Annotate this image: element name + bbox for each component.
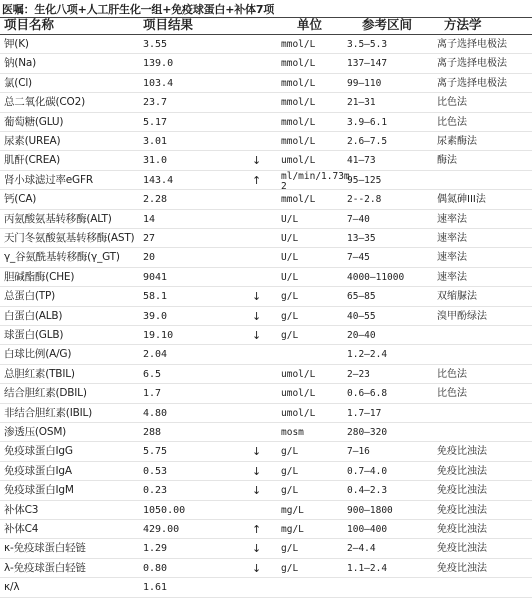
test-unit: g/L [281, 465, 299, 477]
test-unit: ml/min/1.73m 2 [281, 170, 350, 192]
test-unit: umol/L [281, 155, 316, 167]
test-name: κ/λ [4, 581, 20, 594]
reference-range: 41—73 [347, 155, 376, 167]
test-result: 19.10 [143, 330, 174, 341]
table-row [0, 132, 532, 151]
reference-range: 7—45 [347, 252, 370, 264]
test-result: 1.61 [143, 582, 168, 594]
abnormal-flag: ↑ [252, 173, 262, 187]
table-row [0, 268, 532, 287]
test-result: 139.0 [143, 58, 174, 70]
reference-range: 65—85 [347, 291, 376, 303]
test-name: 氯(Cl) [4, 76, 32, 89]
reference-range: 2—23 [347, 368, 370, 380]
test-result: 1.7 [143, 388, 162, 400]
abnormal-flag: ↓ [252, 542, 262, 556]
test-unit: mmol/L [281, 58, 316, 70]
test-name: 球蛋白(GLB) [4, 329, 64, 341]
table-row [0, 462, 532, 481]
test-name: 渗透压(OSM) [4, 426, 67, 438]
abnormal-flag: ↓ [252, 484, 262, 498]
abnormal-flag: ↓ [252, 154, 262, 168]
test-result: 0.23 [143, 485, 168, 497]
test-name: 钠(Na) [4, 57, 36, 70]
table-row [0, 151, 532, 170]
abnormal-flag: ↓ [252, 309, 262, 323]
column-header-range: 参考区间 [362, 17, 413, 32]
test-name: 免疫球蛋白IgM [4, 484, 74, 497]
table-row [0, 93, 532, 112]
reference-range: 2.6—7.5 [347, 136, 388, 147]
test-method: 比色法 [437, 116, 467, 128]
test-unit: mmol/L [281, 136, 316, 147]
reference-range: 3.5—5.3 [347, 39, 388, 50]
column-header-result: 项目结果 [143, 17, 194, 32]
test-unit: mmol/L [281, 116, 316, 128]
reference-range: 280—320 [347, 427, 388, 438]
test-unit: g/L [281, 310, 299, 322]
table-row [0, 578, 532, 597]
table-row [0, 559, 532, 578]
test-name: 补体C4 [4, 523, 39, 535]
reference-range: 1.2—2.4 [347, 349, 388, 361]
test-unit: g/L [281, 330, 299, 341]
test-name: 免疫球蛋白IgA [4, 464, 72, 477]
test-method: 尿素酶法 [437, 136, 477, 147]
test-result: 0.80 [143, 562, 168, 574]
test-name: 总蛋白(TP) [4, 290, 56, 303]
abnormal-flag: ↑ [252, 523, 262, 536]
test-unit: g/L [281, 446, 299, 458]
table-row [0, 384, 532, 403]
reference-range: 13—35 [347, 233, 376, 244]
test-result: 2.28 [143, 194, 168, 206]
row-divider [0, 597, 532, 598]
table-row [0, 74, 532, 93]
test-name: 钙(CA) [4, 193, 37, 206]
reference-range: 4000—11000 [347, 271, 405, 283]
table-row [0, 35, 532, 54]
test-name: 丙氨酸氨基转移酶(ALT) [4, 212, 112, 225]
test-method: 溴甲酚绿法 [437, 310, 487, 322]
table-row [0, 481, 532, 500]
test-name: 白蛋白(ALB) [4, 309, 63, 322]
test-name: λ-免疫球蛋白轻链 [4, 561, 86, 574]
test-name: 补体C3 [4, 503, 39, 516]
reference-range: 7—16 [347, 446, 370, 458]
test-unit: umol/L [281, 407, 316, 419]
test-name: 结合胆红素(DBIL) [4, 387, 87, 400]
test-unit: mmol/L [281, 39, 316, 50]
report-title: 医嘱：生化八项+人工肝生化一组+免疫球蛋白+补体7项 [2, 3, 275, 16]
test-result: 1050.00 [143, 504, 186, 516]
reference-range: 21—31 [347, 97, 376, 109]
test-method: 免疫比浊法 [437, 504, 487, 516]
test-method: 比色法 [437, 97, 467, 109]
reference-range: 1.7—17 [347, 407, 382, 419]
test-name: 胆碱酯酶(CHE) [4, 270, 75, 283]
table-row [0, 229, 532, 248]
test-method: 免疫比浊法 [437, 543, 487, 555]
reference-range: 900—1800 [347, 504, 393, 516]
test-unit: mg/L [281, 524, 304, 535]
test-unit: U/L [281, 233, 299, 244]
test-result: 14 [143, 213, 156, 225]
test-method: 速率法 [437, 233, 467, 244]
test-unit: U/L [281, 252, 299, 264]
test-name: 葡萄糖(GLU) [4, 115, 64, 128]
test-result: 20 [143, 252, 156, 264]
test-method: 离子选择电极法 [437, 39, 507, 50]
test-method: 离子选择电极法 [437, 77, 507, 89]
test-unit: mmol/L [281, 194, 316, 206]
test-method: 速率法 [437, 252, 467, 264]
test-result: 288 [143, 427, 162, 438]
table-row [0, 539, 532, 558]
reference-range: 99—110 [347, 77, 382, 89]
test-method: 偶氮砷III法 [437, 194, 486, 206]
test-result: 2.04 [143, 349, 168, 361]
test-result: 39.0 [143, 310, 168, 322]
test-method: 双缩脲法 [437, 291, 477, 303]
test-method: 比色法 [437, 368, 467, 380]
test-name: 肌酐(CREA) [4, 154, 61, 167]
test-name: 白球比例(A/G) [4, 348, 72, 361]
table-row [0, 326, 532, 345]
table-row [0, 365, 532, 384]
test-result: 3.55 [143, 39, 168, 50]
test-unit: g/L [281, 562, 299, 574]
table-row [0, 248, 532, 267]
test-result: 1.29 [143, 543, 168, 555]
reference-range: 100—400 [347, 524, 388, 535]
reference-range: 7—40 [347, 213, 370, 225]
test-unit: g/L [281, 543, 299, 555]
reference-range: 95—125 [347, 174, 382, 186]
test-result: 58.1 [143, 291, 168, 303]
test-method: 免疫比浊法 [437, 485, 487, 497]
test-unit: mg/L [281, 504, 304, 516]
abnormal-flag: ↓ [252, 464, 262, 478]
test-name: 天门冬氨酸氨基转移酶(AST) [4, 232, 135, 244]
table-row [0, 501, 532, 520]
test-method: 免疫比浊法 [437, 446, 487, 458]
table-row [0, 520, 532, 539]
test-result: 429.00 [143, 524, 180, 535]
test-method: 免疫比浊法 [437, 562, 487, 574]
test-result: 27 [143, 233, 156, 244]
test-name: κ-免疫球蛋白轻链 [4, 542, 86, 555]
reference-range: 2—4.4 [347, 543, 376, 555]
test-name: 非结合胆红素(IBIL) [4, 406, 93, 419]
reference-range: 137—147 [347, 58, 388, 70]
test-result: 5.17 [143, 116, 168, 128]
column-header-unit: 单位 [297, 17, 323, 32]
test-unit: mmol/L [281, 77, 316, 89]
test-unit: U/L [281, 271, 299, 283]
table-row [0, 287, 532, 306]
test-result: 4.80 [143, 407, 168, 419]
table-row [0, 171, 532, 190]
test-result: 31.0 [143, 155, 168, 167]
test-result: 5.75 [143, 446, 168, 458]
reference-range: 0.4—2.3 [347, 485, 388, 497]
column-header-method: 方法学 [444, 17, 482, 32]
reference-range: 3.9—6.1 [347, 116, 388, 128]
test-unit: umol/L [281, 388, 316, 400]
test-result: 103.4 [143, 77, 174, 89]
test-method: 速率法 [437, 213, 467, 225]
test-method: 速率法 [437, 271, 467, 283]
table-row [0, 210, 532, 229]
test-method: 比色法 [437, 388, 467, 400]
test-result: 3.01 [143, 136, 168, 147]
table-row [0, 54, 532, 73]
test-result: 0.53 [143, 465, 168, 477]
test-name: 尿素(UREA) [4, 135, 61, 147]
test-unit: g/L [281, 485, 299, 497]
test-name: γ_谷氨酰基转移酶(γ_GT) [4, 251, 120, 264]
table-row [0, 442, 532, 461]
reference-range: 1.1—2.4 [347, 562, 388, 574]
test-name: 肾小球滤过率eGFR [4, 173, 93, 186]
abnormal-flag: ↓ [252, 561, 262, 575]
test-result: 23.7 [143, 97, 168, 109]
test-result: 143.4 [143, 174, 174, 186]
test-method: 酶法 [437, 155, 457, 167]
test-unit: U/L [281, 213, 299, 225]
test-name: 免疫球蛋白IgG [4, 445, 73, 458]
test-name: 总二氧化碳(CO2) [4, 96, 85, 109]
test-method: 免疫比浊法 [437, 524, 487, 535]
column-header-name: 项目名称 [4, 17, 55, 32]
reference-range: 0.7—4.0 [347, 465, 388, 477]
abnormal-flag: ↓ [252, 290, 262, 304]
test-result: 6.5 [143, 368, 162, 380]
test-unit: g/L [281, 291, 299, 303]
table-row [0, 404, 532, 423]
test-name: 钾(K) [4, 38, 29, 50]
test-unit: mosm [281, 427, 304, 438]
table-row [0, 423, 532, 442]
test-method: 离子选择电极法 [437, 58, 507, 70]
test-method: 免疫比浊法 [437, 465, 487, 477]
reference-range: 2--2.8 [347, 194, 382, 206]
table-row [0, 113, 532, 132]
test-unit: umol/L [281, 368, 316, 380]
reference-range: 40—55 [347, 310, 376, 322]
table-row [0, 345, 532, 364]
reference-range: 20—40 [347, 330, 376, 341]
abnormal-flag: ↓ [252, 329, 262, 342]
table-row [0, 307, 532, 326]
test-name: 总胆红素(TBIL) [4, 367, 75, 380]
abnormal-flag: ↓ [252, 445, 262, 459]
reference-range: 0.6—6.8 [347, 388, 388, 400]
table-row [0, 190, 532, 209]
test-unit: mmol/L [281, 97, 316, 109]
test-result: 9041 [143, 271, 168, 283]
